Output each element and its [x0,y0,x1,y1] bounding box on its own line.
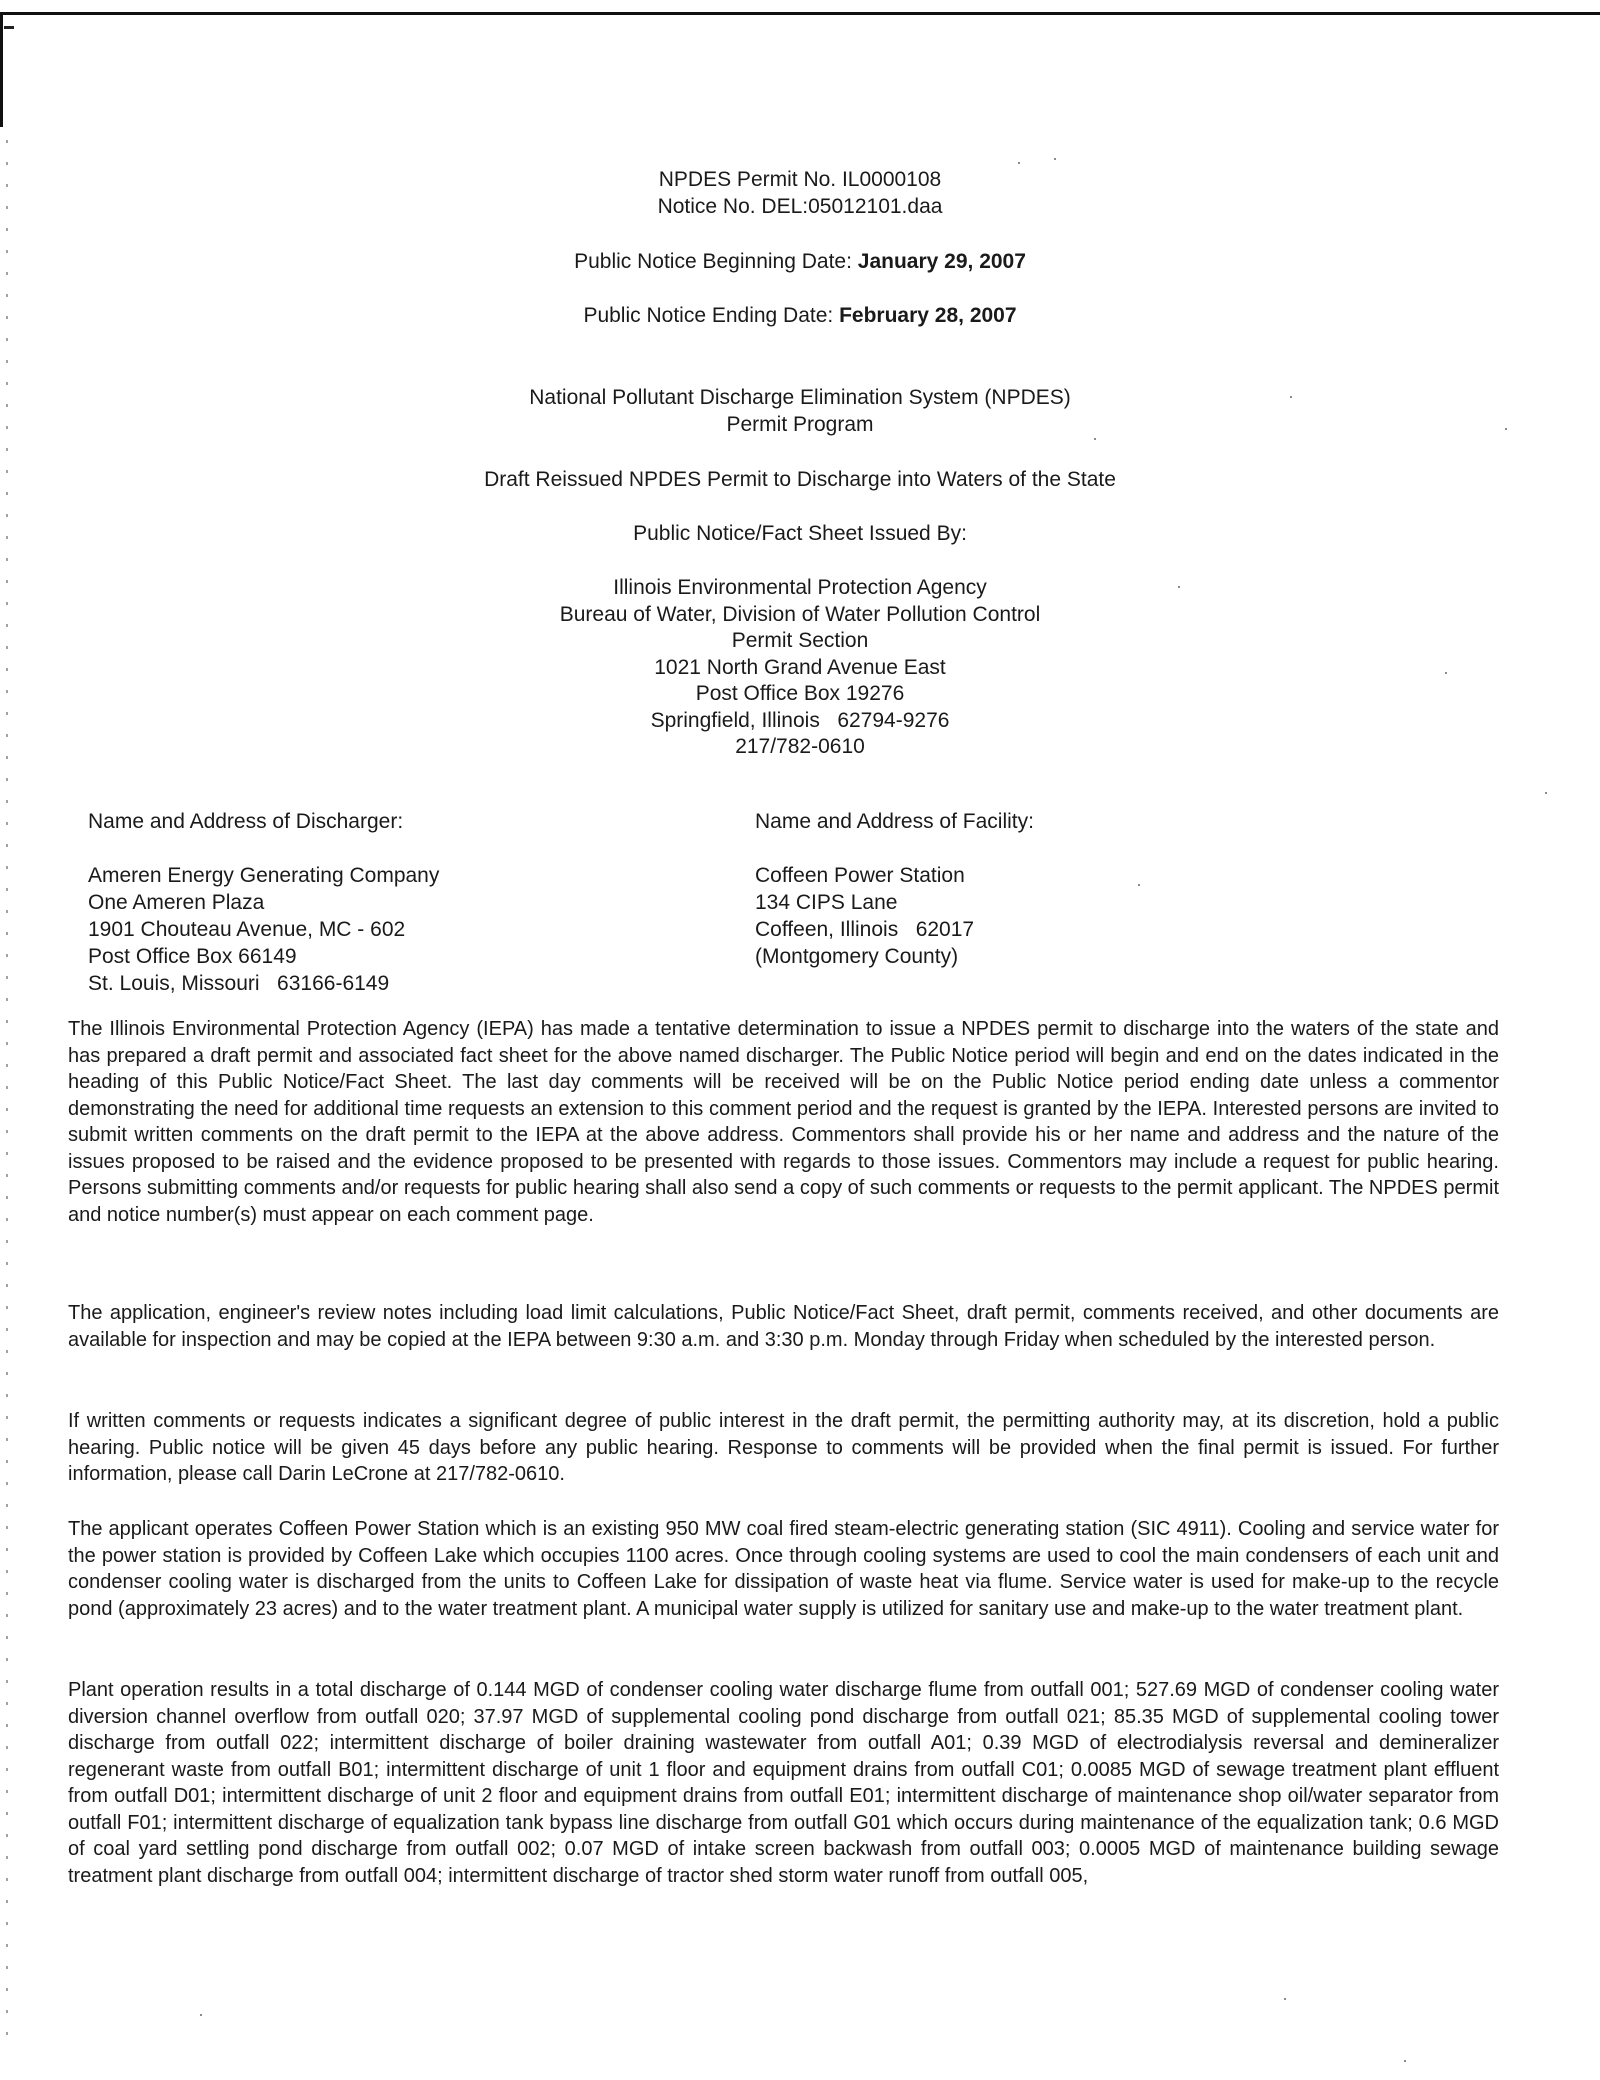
paragraph-document-availability: The application, engineer's review notes including load limit calculations, Public Notice/Fact Sheet, draft permit, comments received, and other documents are available for inspection and may be copied at the IEPA between 9:30 a.m. and 3:30 p.m. Monday through Friday when scheduled by the interested person. [68,1302,1499,1351]
agency-po-box: Post Office Box 19276 [695,682,905,705]
agency-street: 1021 North Grand Avenue East [654,655,946,679]
agency-name: Illinois Environmental Protection Agency [613,576,987,599]
paragraph-tentative-determination: The Illinois Environmental Protection Agency (IEPA) has made a tentative determination to issue a NPDES permit to discharge into the waters of the state and has prepared a draft permit and associated fact sheet for the above named discharger. The Public Notice period will begin and end on the dates indicated in the heading of this Public Notice/Fact Sheet. The last day comments will be received will be on the Public Notice period ending date unless a commentor demonstrating the need for additional time requests an extension to this comment period and the request is granted by the IEPA. Interested persons are invited to submit written comments on the draft permit to the IEPA at the above address. Commentors shall provide his or her name and address and the nature of the issues proposed to be raised and the evidence proposed to be presented with regards to those issues. Commentors may include a request for public hearing. Persons submitting comments and/or requests for public hearing shall also send a copy of such comments or requests to the permit applicant. The NPDES permit and notice number(s) must appear on each comment page. [68,1018,1499,1226]
facility-line: Coffeen, Illinois 62017 [755,918,975,941]
scan-top-border [0,12,1600,15]
program-title [0,385,1600,438]
end-date-value: February 28, 2007 [839,304,1017,327]
scan-corner-tick [4,26,14,29]
discharger-heading: Name and Address of Discharger: [88,810,404,833]
discharger-line: St. Louis, Missouri 63166-6149 [88,972,390,995]
notice-begin-date-line [0,249,1600,276]
scan-speck [1018,162,1020,164]
facility-line: Coffeen Power Station [755,864,965,887]
scan-speck [1404,2060,1406,2062]
scan-speck [1094,438,1096,440]
program-line-2: Permit Program [726,412,874,436]
facility-line: 134 CIPS Lane [755,891,898,914]
discharger-line: One Ameren Plaza [88,891,265,914]
scan-speck [200,2014,202,2016]
program-line-1: National Pollutant Discharge Elimination System (NPDES) [529,386,1071,409]
draft-permit-title: Draft Reissued NPDES Permit to Discharge into Waters of the State [484,468,1116,491]
issued-by-label: Public Notice/Fact Sheet Issued By: [633,522,967,545]
scan-speck [1054,158,1056,160]
scan-corner-mark [0,12,3,127]
facility-block [755,808,1034,970]
discharger-line: Post Office Box 66149 [88,945,297,968]
notice-number: Notice No. DEL:05012101.daa [657,194,943,218]
scan-speck [1284,1998,1286,2000]
paragraph-discharge-outfalls: Plant operation results in a total discharge of 0.144 MGD of condenser cooling water discharge flume from outfall 001; 527.69 MGD of condenser cooling water diversion channel overflow from outfall 020; 37.97 MGD of supplemental cooling pond discharge from outfall 021; 85.35 MGD of supplemental cooling tower discharge from outfall 022; intermittent discharge of boiler draining wastewater from outfall A01; 0.39 MGD of electrodialysis reversal and demineralizer regenerant waste from outfall B01; intermittent discharge of unit 1 floor and equipment drains from outfall C01; 0.0085 MGD of sewage treatment plant effluent from outfall D01; intermittent discharge of unit 2 floor and equipment drains from outfall E01; intermittent discharge of maintenance shop oil/water separator from outfall F01; intermittent discharge of equalization tank bypass line discharge from outfall G01 which occurs during maintenance of the equalization tank; 0.6 MGD of coal yard settling pond discharge from outfall 002; 0.07 MGD of intake screen backwash from outfall 003; 0.0005 MGD of maintenance building sewage treatment plant discharge from outfall 004; intermittent discharge of tractor shed storm water runoff from outfall 005, [68,1679,1499,1887]
end-date-label: Public Notice Ending Date: [583,304,834,327]
discharger-block [88,808,439,997]
facility-heading: Name and Address of Facility: [755,810,1034,833]
paragraph-facility-description: The applicant operates Coffeen Power Station which is an existing 950 MW coal fired steam-electric generating station (SIC 4911). Cooling and service water for the power station is provided by Coffeen Lake which occupies 1100 acres. Once through cooling systems are used to cool the main condensers of each unit and condenser cooling water is discharged from the units to Coffeen Lake for dissipation of waste heat via flume. Service water is used for make-up to the recycle pond (approximately 23 acres) and to the water treatment plant. A municipal water supply is utilized for sanitary use and make-up to the water treatment plant. [68,1518,1499,1620]
discharger-line: 1901 Chouteau Avenue, MC - 602 [88,918,406,941]
notice-end-date-line [0,303,1600,330]
permit-number: NPDES Permit No. IL0000108 [658,168,942,191]
agency-address [0,575,1600,761]
scan-speck [1545,792,1547,794]
agency-section: Permit Section [731,629,869,652]
facility-line: (Montgomery County) [755,945,959,968]
agency-phone: 217/782-0610 [735,735,865,758]
begin-date-value: January 29, 2007 [857,250,1026,273]
scan-speck [1138,884,1140,886]
paragraph-public-hearing: If written comments or requests indicates a significant degree of public interest in the draft permit, the permitting authority may, at its discretion, hold a public hearing. Public notice will be given 45 days before any public hearing. Response to comments will be provided when the final permit is issued. For further information, please call Darin LeCrone at 217/782-0610. [68,1410,1499,1485]
agency-bureau: Bureau of Water, Division of Water Pollution Control [559,602,1041,626]
begin-date-label: Public Notice Beginning Date: [574,250,852,273]
permit-identifiers [0,167,1600,220]
discharger-line: Ameren Energy Generating Company [88,864,440,887]
agency-city: Springfield, Illinois 62794-9276 [650,708,950,732]
